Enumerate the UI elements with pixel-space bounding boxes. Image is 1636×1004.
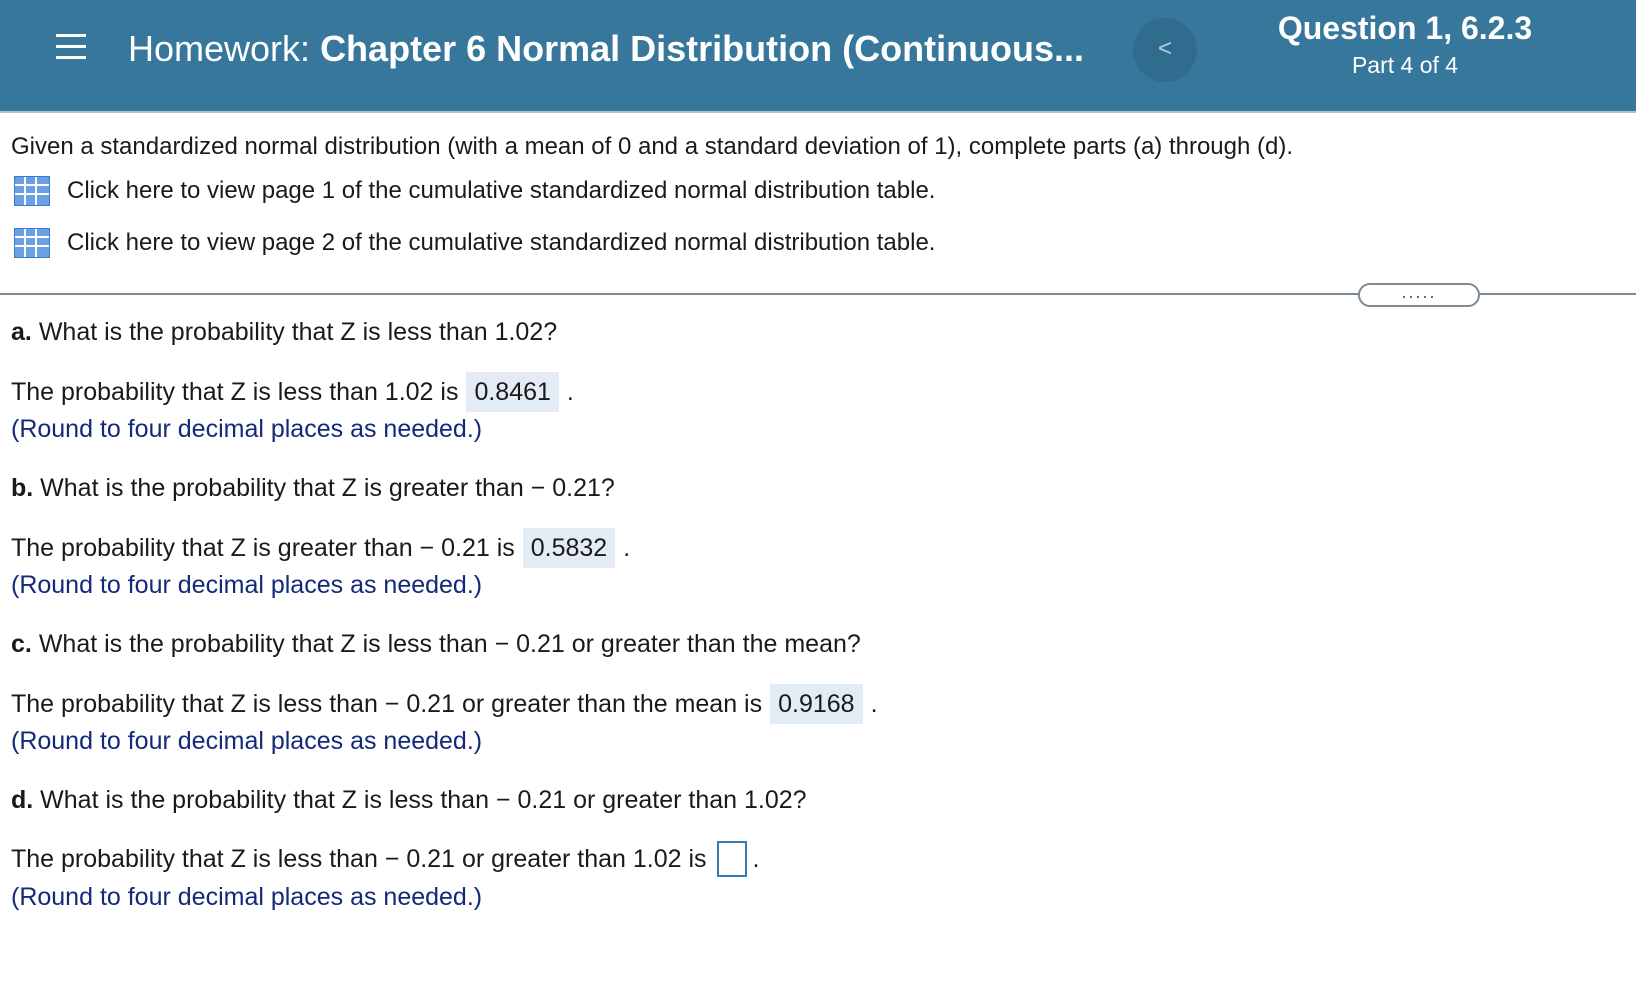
part-a-answer xyxy=(11,372,574,412)
part-b-answer xyxy=(11,528,630,568)
part-d-answer-prefix: The probability that Z is less than − 0.21 or greater than 1.02 is xyxy=(11,844,707,873)
part-d-answer xyxy=(11,841,760,877)
part-b-question xyxy=(11,474,615,503)
table-icon xyxy=(14,176,50,206)
part-b-hint: (Round to four decimal places as needed.) xyxy=(11,571,483,599)
part-a-letter: a. xyxy=(11,318,32,346)
table-page2-link[interactable] xyxy=(14,228,935,258)
part-c-letter: c. xyxy=(11,630,32,658)
part-c-answer-value[interactable]: 0.9168 xyxy=(770,684,862,724)
table-icon xyxy=(14,228,50,258)
part-d-answer-input[interactable] xyxy=(717,841,747,877)
question-part: Part 4 of 4 xyxy=(1351,52,1459,78)
part-a-hint: (Round to four decimal places as needed.) xyxy=(11,415,483,443)
header-bar xyxy=(0,0,1636,113)
part-a-question-text: What is the probability that Z is less than 1.02? xyxy=(38,318,558,346)
part-c-question xyxy=(11,630,861,659)
part-a-question xyxy=(11,318,557,347)
part-d-answer-suffix: . xyxy=(752,844,760,873)
homework-title xyxy=(128,28,1084,70)
table-page1-label[interactable]: Click here to view page 1 of the cumulative standardized normal distribution table. xyxy=(67,177,936,204)
homework-title-main: Chapter 6 Normal Distribution (Continuous... xyxy=(320,28,1085,69)
part-b-answer-suffix: . xyxy=(623,533,631,562)
more-options-button[interactable]: ..... xyxy=(1358,283,1480,307)
part-c-question-text: What is the probability that Z is less than − 0.21 or greater than the mean? xyxy=(38,630,861,658)
part-c-hint: (Round to four decimal places as needed.) xyxy=(11,727,483,755)
part-d-question-text: What is the probability that Z is less than − 0.21 or greater than 1.02? xyxy=(40,786,807,814)
part-b-answer-prefix: The probability that Z is greater than − 0.21 is xyxy=(11,533,515,562)
table-page1-link[interactable] xyxy=(14,176,935,206)
part-a-answer-prefix: The probability that Z is less than 1.02 is xyxy=(11,377,459,406)
part-b-question-text: What is the probability that Z is greater than − 0.21? xyxy=(40,474,615,502)
question-intro: Given a standardized normal distribution (with a mean of 0 and a standard deviation of 1), complete parts (a) through (d). xyxy=(11,133,1294,160)
part-a-answer-suffix: . xyxy=(566,377,574,406)
table-page2-label[interactable]: Click here to view page 2 of the cumulative standardized normal distribution table. xyxy=(67,229,936,256)
part-d-hint: (Round to four decimal places as needed.) xyxy=(11,883,483,911)
question-number: Question 1, 6.2.3 xyxy=(1277,10,1533,46)
part-c-answer-prefix: The probability that Z is less than − 0.21 or greater than the mean is xyxy=(11,689,763,718)
part-d-question xyxy=(11,786,807,815)
part-b-answer-value[interactable]: 0.5832 xyxy=(523,528,615,568)
part-d-letter: d. xyxy=(11,786,34,814)
part-b-letter: b. xyxy=(11,474,34,502)
part-a-answer-value[interactable]: 0.8461 xyxy=(466,372,558,412)
hamburger-menu-icon[interactable] xyxy=(56,34,86,60)
part-c-answer xyxy=(11,684,878,724)
previous-question-button[interactable]: < xyxy=(1133,18,1197,82)
part-c-answer-suffix: . xyxy=(870,689,878,718)
homework-title-prefix: Homework: xyxy=(128,28,311,69)
